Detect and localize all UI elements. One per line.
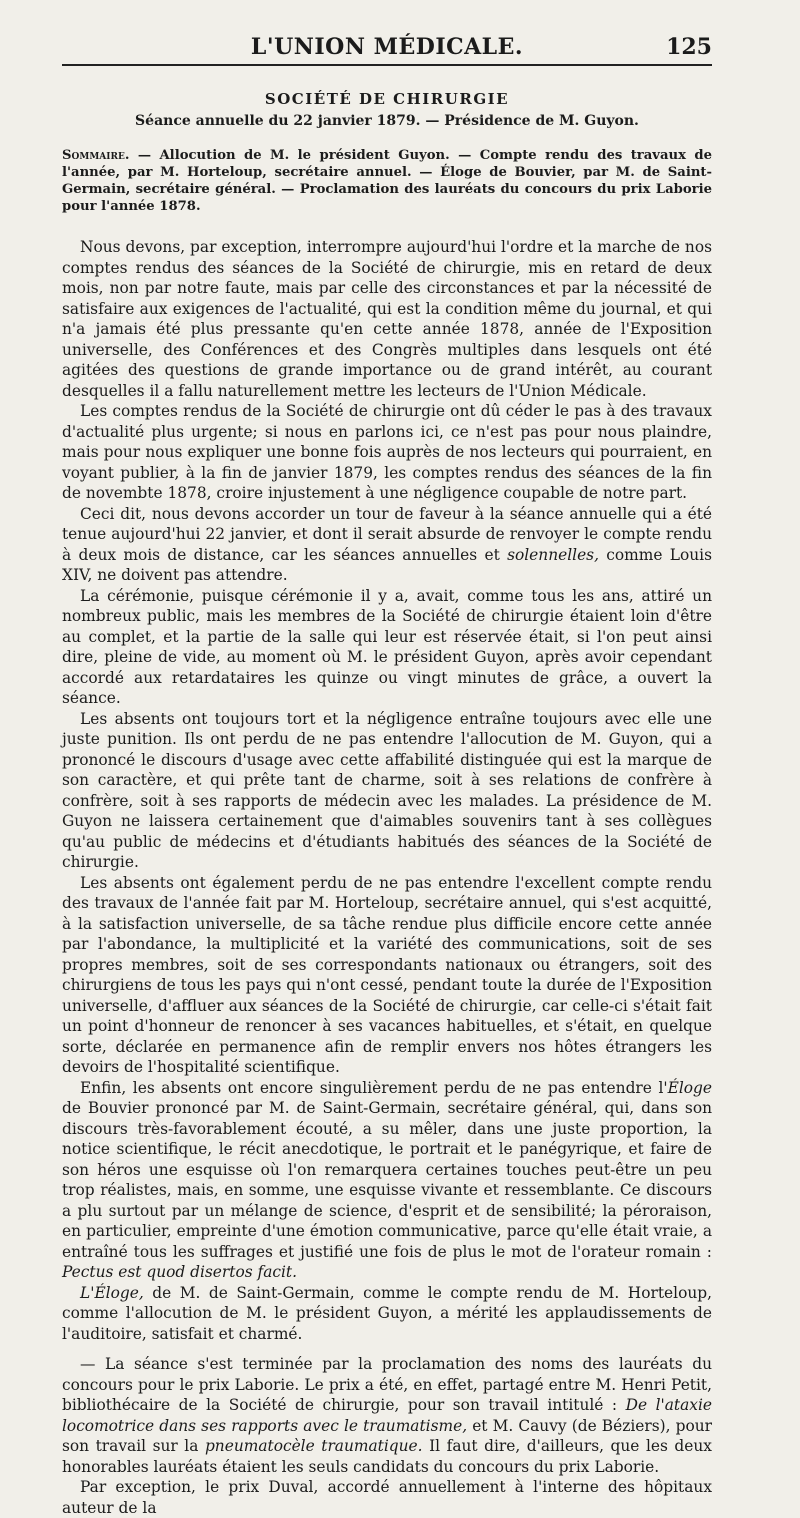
latin-quote: Pectus est quod disertos facit. (62, 1263, 298, 1281)
paragraph-9-b: et M. Cauvy (de Béziers), pour son travail sur la (62, 1416, 712, 1455)
article (62, 90, 712, 1518)
summary-text: — Allocution de M. le président Guyon. — Compte rendu des travaux de l'année, par M. Horteloup, secrétaire annuel. — Éloge de Bouvier, par M. de Saint-Germain, secrétaire général. — Proclamation des lauréats du concours du prix Laborie pour l'année 1878. (62, 148, 712, 214)
paragraph-3-b: comme Louis XIV, ne doivent pas attendre. (62, 545, 713, 584)
paragraph-4: La cérémonie, puisque cérémonie il y a, avait, comme tous les ans, attiré un nombreux public, mais les membres de la Société de chirurgie étaient loin d'être au complet, et la partie de la salle qui leur est réservée était, si l'on peut ainsi dire, pleine de vide, au moment où M. le président Guyon, après avoir cependant accordé aux retardataires les quinze ou vingt minutes de grâce, a ouvert la séance. (62, 586, 712, 707)
paragraph-7-a: Enfin, les absents ont encore singulièrement perdu de ne pas entendre l' (80, 1078, 668, 1097)
section-title: SOCIÉTÉ DE CHIRURGIE (264, 90, 510, 108)
paragraph-3-a: Ceci dit, nous devons accorder un tour de faveur à la séance annuelle qui a été tenue aujourd'hui 22 janvier, et dont il serait absurde de renvoyer le compte rendu à deux mois de distance, car les séances annuelles et (62, 504, 712, 564)
page-number: 125 (666, 34, 712, 60)
paragraph-8-b: de M. de Saint-Germain, comme le compte rendu de M. Horteloup, comme l'allocution de M. le président Guyon, a mérité les applaudissements de l'auditoire, satisfait et charmé. (62, 1283, 712, 1343)
paragraph-7-b: de Bouvier prononcé par M. de Saint-Germain, secrétaire général, qui, dans son discours très-favorablement écouté, a su mêler, dans une juste proportion, la notice scientifique, le récit anecdotique, le portrait et le panégyrique, et faire de son héros une esquisse où l'on remarquera certaines touches peut-être un peu trop réalistes, mais, en somme, une esquisse vivante et ressemblante. Ce discours a plu surtout par un mélange de science, d'esprit et de sensibilité; la péroraison, en particulier, empreinte d'une émotion communicative, parce qu'elle était vraie, a entraîné tous les suffrages et justifié une fois de plus le mot de l'orateur romain : (62, 1099, 712, 1261)
paragraph-9-title-1: De l'ataxie locomotrice dans ses rapports avec le traumatisme, (62, 1396, 712, 1435)
running-title: L'UNION MÉDICALE. (250, 34, 524, 60)
paragraph-5: Les absents ont toujours tort et la négligence entraîne toujours avec elle une juste punition. Ils ont perdu de ne pas entendre l'allocution de M. Guyon, qui a prononcé le discours d'usage avec cette affabilité distinguée qui est la marque de son caractère, et qui prête tant de charme, soit à ses relations de confrère à confrère, soit à ses rapports de médecin avec les malades. La présidence de M. Guyon ne laissera certainement que d'aimables souvenirs tant à ses collègues qu'au public de médecins et d'étudiants habitués des séances de la Société de chirurgie. (62, 709, 712, 871)
session-line: Séance annuelle du 22 janvier 1879. — Présidence de M. Guyon. (135, 113, 639, 129)
paragraph-8 (62, 1283, 712, 1345)
page-header (62, 30, 712, 66)
paragraph-6: Les absents ont également perdu de ne pas entendre l'excellent compte rendu des travaux de l'année fait par M. Horteloup, secrétaire annuel, qui s'est acquitté, à la satisfaction universelle, de sa tâche rendue plus difficile encore cette année par l'abondance, la multiplicité et la variété des communications, soit de ses propres membres, soit de ses correspondants nationaux ou étrangers, soit des chirurgiens de tous les pays qui n'ont cessé, pendant toute la durée de l'Exposition universelle, d'affluer aux séances de la Société de chirurgie, car celle-ci s'était fait un point d'honneur de renoncer à ses vacances habituelles, et s'était, en quelque sorte, déclarée en permanence afin de remplir envers nos hôtes étrangers les devoirs de l'hospitalité scientifique. (62, 873, 712, 1076)
paragraph-10: Par exception, le prix Duval, accordé annuellement à l'interne des hôpitaux auteur de la (62, 1478, 712, 1517)
paragraph-1: Nous devons, par exception, interrompre aujourd'hui l'ordre et la marche de nos comptes rendus des séances de la Société de chirurgie, mis en retard de deux mois, non par notre faute, mais par celle des circonstances et par la nécessité de satisfaire aux exigences de l'actualité, qui est la condition même du journal, et qui n'a jamais été plus pressante qu'en cette année 1878, année de l'Exposition universelle, des Conférences et des Congrès multiples dans lesquels ont été agitées des questions de grande importance ou de grand intérêt, au courant desquelles il a fallu naturellement mettre les lecteurs de l'Union Médicale. (62, 238, 712, 400)
paragraph-gap (62, 1344, 712, 1354)
paragraph-9 (62, 1354, 712, 1477)
paragraph-3-emphasis: solennelles, (507, 545, 599, 564)
summary (62, 147, 712, 215)
paragraph-8-emphasis: L'Éloge, (80, 1283, 144, 1302)
paragraph-2: Les comptes rendus de la Société de chirurgie ont dû céder le pas à des travaux d'actualité plus urgente; si nous en parlons ici, ce n'est pas pour nous plaindre, mais pour nous expliquer une bonne fois auprès de nos lecteurs qui pourraient, en voyant publier, à la fin de janvier 1879, les comptes rendus des séances de la fin de novembte 1878, croire injustement à une négligence coupable de notre part. (62, 402, 712, 502)
summary-label: Sommaire. (62, 148, 130, 163)
paragraph-9-a: — La séance s'est terminée par la proclamation des noms des lauréats du concours pour le prix Laborie. Le prix a été, en effet, partagé entre M. Henri Petit, bibliothécaire de la Société de chirurgie, pour son travail intitulé : (62, 1355, 712, 1414)
paragraph-9-title-2: pneumatocèle traumatique. (204, 1437, 423, 1455)
paragraph-9-c: Il faut dire, d'ailleurs, que les deux honorables lauréats étaient les seuls candidats du concours du prix Laborie. (62, 1437, 712, 1476)
paragraph-3 (62, 504, 712, 586)
paragraph-7-emphasis: Éloge (667, 1078, 712, 1097)
paragraph-7 (62, 1078, 712, 1283)
